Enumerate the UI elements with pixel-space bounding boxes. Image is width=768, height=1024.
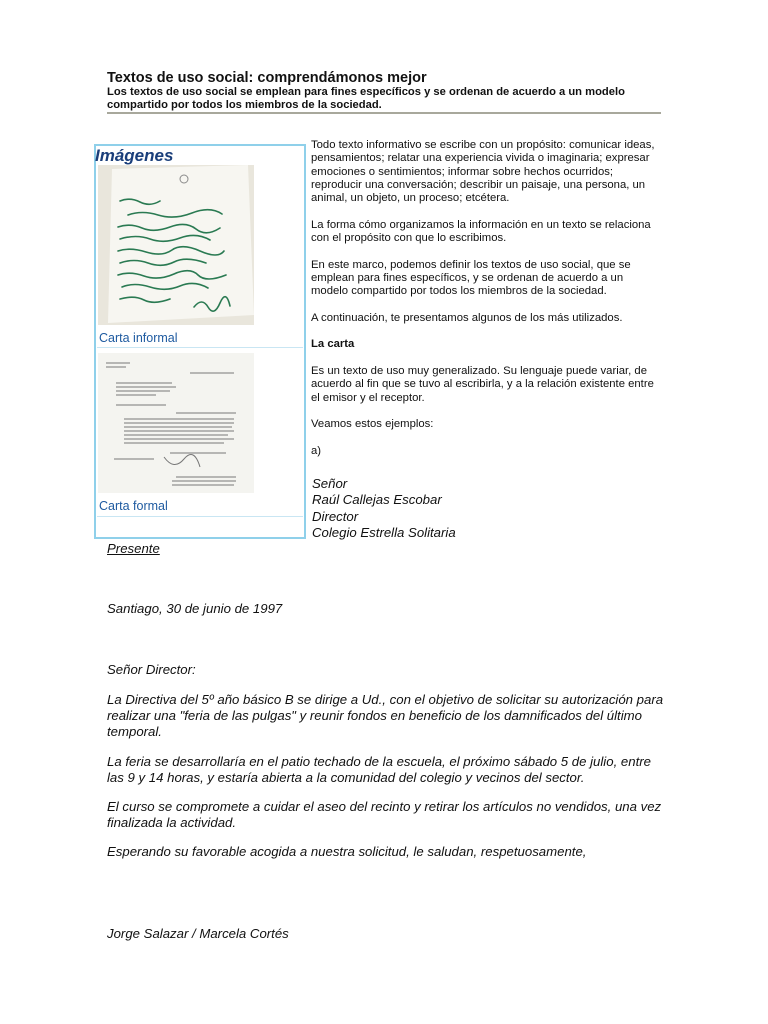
caption-informal-letter: Carta informal (99, 331, 178, 345)
letter-paragraph: La feria se desarrollaría en el patio techado de la escuela, el próximo sábado 5 de julio, entre las 9 y 14 horas, y estaría abierta a la comunidad del colegio y vecinos del sector. (107, 753, 651, 785)
informal-letter-photo (98, 165, 254, 325)
intro-paragraph: Es un texto de uso muy generalizado. Su lenguaje puede variar, de acuerdo al fin que se tuvo al escribirla, y a la relación existente entre el emisor y el receptor. (311, 365, 654, 404)
intro-paragraph: En este marco, podemos definir los textos de uso social, que se emplean para fines específicos, y se ordenan de acuerdo a un modelo compartido por todos los miembros de la sociedad. (311, 258, 631, 298)
letter-signature: Jorge Salazar / Marcela Cortés (107, 926, 289, 941)
list-marker: a) (311, 444, 322, 457)
addressee-line: Raúl Callejas Escobar (312, 492, 442, 508)
letter-greeting: Señor Director: (107, 662, 196, 677)
addressee-line: Director (312, 508, 359, 524)
letter-date: Santiago, 30 de junio de 1997 (107, 601, 283, 616)
letter-closing: Esperando su favorable acogida a nuestra solicitud, le saludan, respetuosamente, (107, 844, 587, 860)
header-divider (107, 112, 661, 114)
intro-paragraph: Todo texto informativo se escribe con un propósito: comunicar ideas, pensamientos; relatar una experiencia vivida o imaginaria; expresar emociones o sentimientos; informar sobre hechos ocurridos; reproducir una conversación; describir un paisaje, una persona, un animal, un objeto, un proceso; etcétera. (311, 139, 655, 205)
letter-paragraph: El curso se compromete a cuidar el aseo del recinto y retirar los artículos no vendidos, una vez finalizada la actividad. (107, 799, 662, 831)
intro-paragraph: A continuación, te presentamos algunos de los más utilizados. (311, 311, 623, 324)
caption-formal-letter: Carta formal (99, 499, 168, 513)
intro-paragraph: Veamos estos ejemplos: (311, 418, 434, 431)
addressee-line: Señor (312, 476, 348, 491)
letter-body (107, 692, 667, 874)
addressee-line: Colegio Estrella Solitaria (312, 524, 456, 540)
images-heading: Imágenes (95, 146, 174, 165)
formal-letter-photo (98, 353, 254, 493)
caption-divider (97, 347, 303, 348)
letter-addressee (312, 476, 456, 541)
caption-divider (97, 516, 303, 517)
page-subtitle: Los textos de uso social se emplean para fines específicos y se ordenan de acuerdo a un modelo compartido por todos los miembros de la sociedad. (107, 86, 625, 111)
letter-presente: Presente (107, 541, 160, 556)
letter-paragraph: La Directiva del 5º año básico B se dirige a Ud., con el objetivo de solicitar su autorización para realizar una "feria de las pulgas" y reunir fondos en beneficio de los damnificados del último temporal. (107, 692, 664, 740)
page-title: Textos de uso social: comprendámonos mejor (107, 70, 427, 86)
section-heading: La carta (311, 338, 355, 351)
intro-text-column (311, 139, 663, 471)
intro-paragraph: La forma cómo organizamos la información en un texto se relaciona con el propósito con que lo escribimos. (311, 218, 651, 245)
